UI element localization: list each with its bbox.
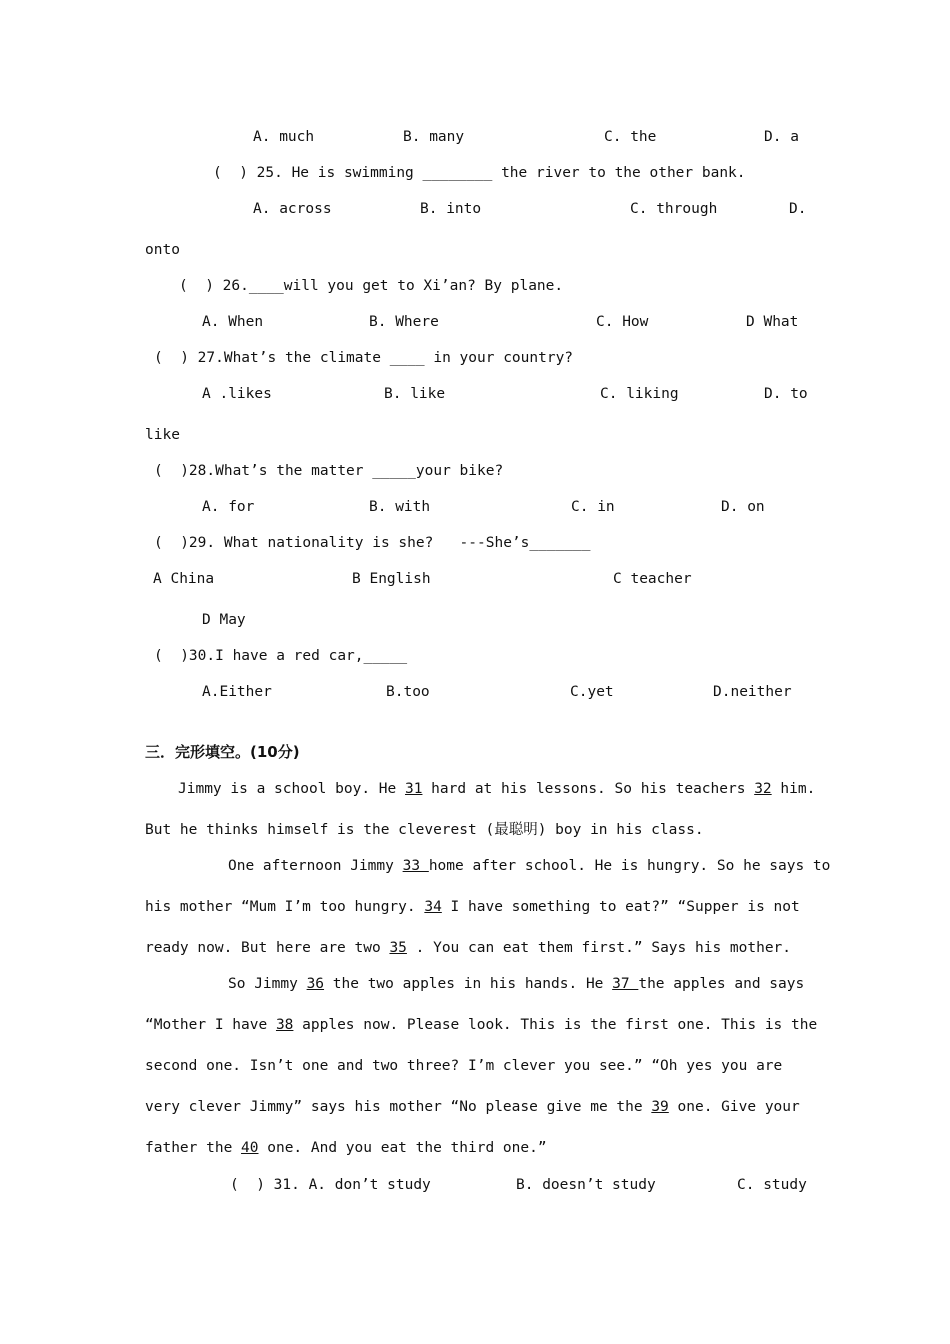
passage-text: home after school. He is hungry. So he says to xyxy=(428,858,831,874)
q27-option-b: B. like xyxy=(384,386,446,402)
passage-text: father the xyxy=(145,1140,242,1156)
q29-option-a: A China xyxy=(153,571,215,587)
passage-line xyxy=(228,974,804,994)
passage-line xyxy=(145,1097,800,1117)
q24-option-b: B. many xyxy=(403,129,465,145)
q26-option-b: B. Where xyxy=(369,314,439,330)
passage-text: one. Give your xyxy=(668,1099,800,1115)
passage-line: But he thinks himself is the cleverest (最聪明) boy in his class. xyxy=(145,822,704,838)
q31-option-c: C. study xyxy=(737,1177,807,1193)
passage-line xyxy=(145,1138,547,1158)
q27-option-a: A .likes xyxy=(202,386,272,402)
passage-text: the apples and says xyxy=(638,976,805,992)
q25-option-d-text: onto xyxy=(145,242,180,258)
passage-text: apples now. Please look. This is the first one. This is the xyxy=(293,1017,818,1033)
blank-38: 38 xyxy=(275,1017,294,1033)
q28-option-b: B. with xyxy=(369,499,431,515)
blank-36: 36 xyxy=(306,976,325,992)
blank-35: 35 xyxy=(389,940,407,956)
q30-option-b: B.too xyxy=(386,684,430,700)
blank-37: 37 xyxy=(612,976,639,992)
q24-option-a: A. much xyxy=(253,129,315,145)
passage-text: One afternoon Jimmy xyxy=(228,858,403,874)
q29-option-d: D May xyxy=(202,612,246,628)
passage-line xyxy=(145,938,791,958)
q31-option-b: B. doesn’t study xyxy=(516,1177,656,1193)
passage-text: . You can eat them first.” Says his mother. xyxy=(406,940,792,956)
q26-option-c: C. How xyxy=(596,314,649,330)
q27-option-c: C. liking xyxy=(600,386,679,402)
blank-34: 34 xyxy=(424,899,442,915)
q25-option-d: D. xyxy=(789,201,807,217)
q28-option-a: A. for xyxy=(202,499,255,515)
q26-option-d: D What xyxy=(746,314,799,330)
passage-text: ready now. But here are two xyxy=(145,940,390,956)
passage-line xyxy=(228,856,830,876)
passage-line: second one. Isn’t one and two three? I’m clever you see.” “Oh yes you are xyxy=(145,1058,783,1074)
q25-stem: ( ) 25. He is swimming ________ the river to the other bank. xyxy=(213,165,746,181)
q29-option-c: C teacher xyxy=(613,571,692,587)
q25-option-b: B. into xyxy=(420,201,482,217)
q28-option-d: D. on xyxy=(721,499,765,515)
blank-32: 32 xyxy=(754,781,772,797)
passage-text: I have something to eat?” “Supper is not xyxy=(441,899,800,915)
q25-option-a: A. across xyxy=(253,201,332,217)
q31-stem: ( ) 31. A. don’t study xyxy=(230,1177,431,1193)
blank-40: 40 xyxy=(241,1140,259,1156)
passage-text: Jimmy is a school boy. He xyxy=(178,781,405,797)
q27-option-d-text: like xyxy=(145,427,180,443)
q30-option-d: D.neither xyxy=(713,684,792,700)
blank-31: 31 xyxy=(404,781,423,797)
q30-stem: ( )30.I have a red car,_____ xyxy=(154,648,408,664)
q24-option-c: C. the xyxy=(604,129,657,145)
passage-text: So Jimmy xyxy=(228,976,307,992)
passage-text: him. xyxy=(771,781,816,797)
q30-option-c: C.yet xyxy=(570,684,614,700)
passage-text: hard at his lessons. So his teachers xyxy=(422,781,755,797)
q26-stem: ( ) 26.____will you get to Xi’an? By plane. xyxy=(179,278,564,294)
passage-line xyxy=(145,1015,817,1035)
q28-stem: ( )28.What’s the matter _____your bike? xyxy=(154,463,504,479)
passage-text: the two apples in his hands. He xyxy=(324,976,613,992)
passage-text: “Mother I have xyxy=(145,1017,276,1033)
passage-text: his mother “Mum I’m too hungry. xyxy=(145,899,425,915)
blank-33: 33 xyxy=(402,858,429,874)
passage-line xyxy=(178,779,815,799)
q27-stem: ( ) 27.What’s the climate ____ in your country? xyxy=(154,350,574,366)
q27-option-d: D. to xyxy=(764,386,808,402)
q29-stem: ( )29. What nationality is she? ---She’s_______ xyxy=(154,535,591,551)
passage-text: very clever Jimmy” says his mother “No please give me the xyxy=(145,1099,652,1115)
q26-option-a: A. When xyxy=(202,314,264,330)
passage-line xyxy=(145,897,800,917)
q28-option-c: C. in xyxy=(571,499,615,515)
section3-heading: 三．完形填空。(10分) xyxy=(145,743,300,761)
q24-option-d: D. a xyxy=(764,129,799,145)
q30-option-a: A.Either xyxy=(202,684,272,700)
q29-option-b: B English xyxy=(352,571,431,587)
blank-39: 39 xyxy=(651,1099,669,1115)
passage-text: one. And you eat the third one.” xyxy=(258,1140,547,1156)
q25-option-c: C. through xyxy=(630,201,718,217)
